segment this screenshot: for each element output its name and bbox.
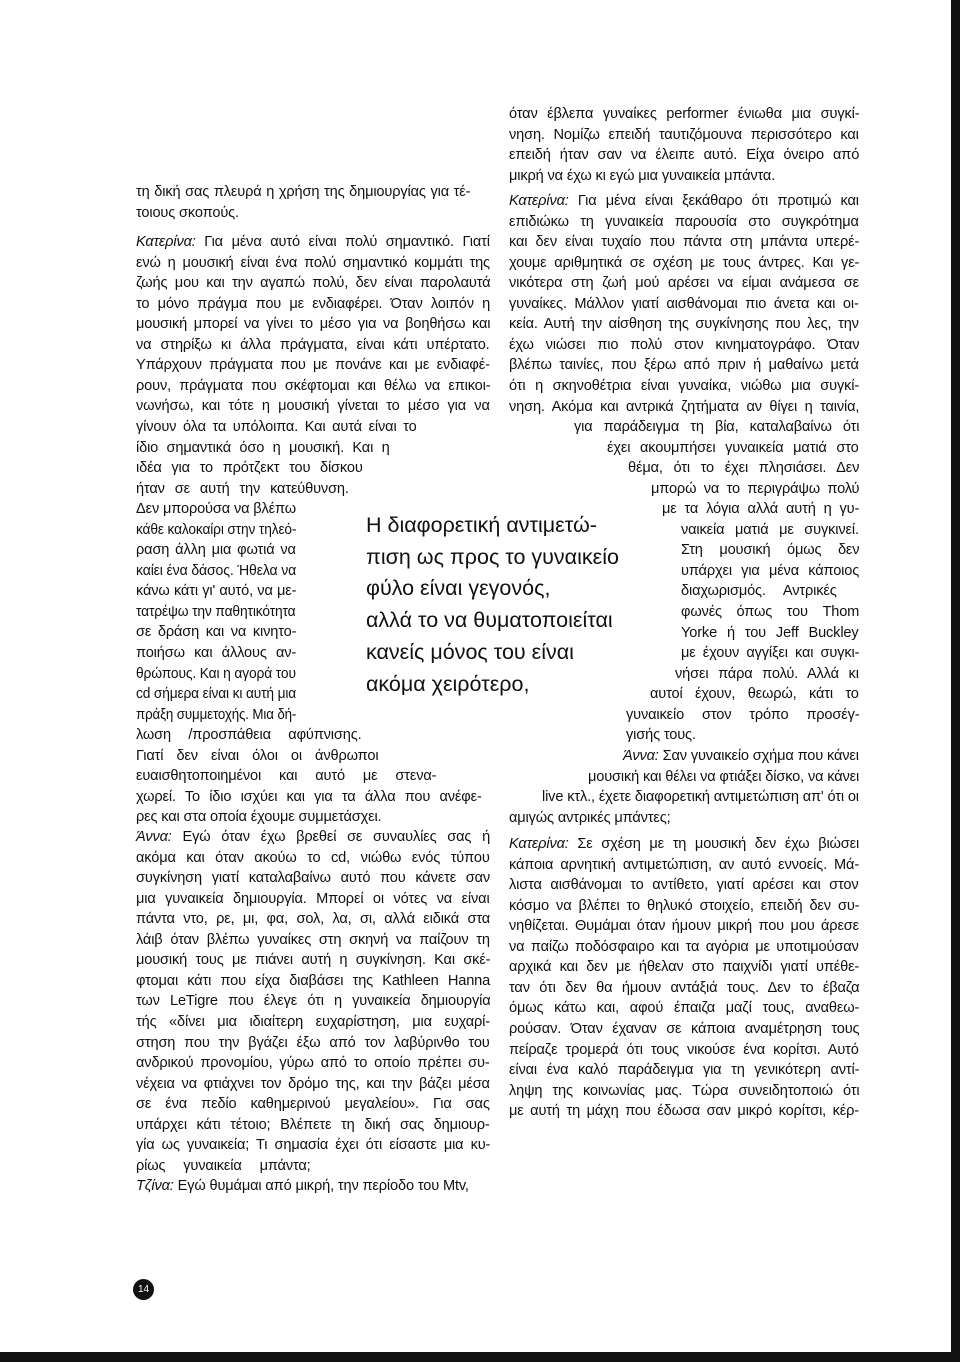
text-line	[136, 1135, 490, 1156]
line-text: πείραζε τρομερά ότι τους νικούσε ένα κορίτσι. Αυτό	[509, 1041, 859, 1058]
line-text: χουμε αριθμητικά σε σχέση με τους άντρες. Και γε-	[509, 254, 860, 271]
line-text: θρώπους. Και η αγορά του	[136, 665, 296, 682]
line-text: ήταν σε αυτή την κατεύθυνση.	[136, 480, 349, 497]
line-text: Σαν γυναικείο σχήμα που κάνει	[658, 748, 859, 764]
text-line	[136, 705, 296, 726]
line-text: υπάρχει κάτι τέτοιο; Βλέπετε τη δική σας δημιουρ-	[136, 1116, 490, 1133]
line-text: ραση άλλη μια φωτιά να	[136, 542, 296, 559]
line-text: Yorke ή του Jeff Buckley	[681, 624, 859, 641]
pull-quote-line: αλλά το να θυματοποιείται	[366, 608, 613, 633]
text-line	[626, 705, 859, 726]
text-line	[509, 1040, 859, 1061]
text-line	[136, 664, 296, 685]
line-text: μουσική και θέλει να φτιάξει δίσκο, να κάνει	[588, 768, 860, 785]
text-line	[136, 971, 490, 992]
text-line	[136, 540, 296, 561]
text-line	[509, 294, 859, 315]
line-text: ευαισθητοποιημένοι και αυτό με στενα-	[136, 768, 437, 785]
line-text: κεία. Αυτή την αίσθηση της συγκίνησης που λες, την	[509, 316, 859, 333]
text-line	[681, 602, 859, 623]
page-number: 14	[133, 1279, 154, 1300]
line-text: ότι η σκηνοθέτρια είναι γυναίκα, νιώθω μια συγκί-	[509, 377, 860, 394]
bottom-edge-bar	[0, 1352, 960, 1362]
text-line	[136, 848, 490, 869]
text-line	[136, 787, 482, 808]
text-line	[628, 458, 859, 479]
pull-quote-line: πιση ως προς το γυναικείο	[366, 544, 619, 569]
text-line	[136, 725, 362, 746]
speaker-name: Κατερίνα:	[136, 234, 196, 250]
text-line	[509, 957, 859, 978]
line-text: μικρή να έχω κι εγώ μια γυναικεία μπάντα.	[509, 167, 776, 184]
line-text: ανδρικού προνομίου, γύρω από το οποίο πρέπει συ-	[136, 1055, 490, 1072]
line-text: επειδή ήταν σαν να έλειπε αυτό. Είχα όνειρο από	[509, 147, 860, 164]
text-line	[623, 746, 859, 767]
speaker-name: Άννα:	[623, 748, 659, 764]
line-text: νωνήσω, και τότε η μουσική γίνεται το μέσο για να	[136, 398, 490, 415]
text-line	[136, 520, 296, 541]
line-text: συγκίνηση γιατί καταλαβαίνω αυτό που κάνετε σαν	[136, 870, 491, 887]
line-text: έχω νιώσει πιο πολύ στον κινηματογράφο. Όταν	[509, 336, 860, 353]
text-line	[509, 937, 859, 958]
line-text: ζωής μου και την αγαπώ πολύ, δεν είναι παρολαυτά	[136, 275, 491, 292]
line-text: λιστα αισθάνομαι το αντίθετο, γιατί αρέσει και στον	[509, 877, 859, 894]
text-line	[136, 376, 490, 397]
line-text: μουσική τους με πιάνει αυτή η συγκίνηση. Και σκέ-	[136, 952, 491, 969]
line-text: τής «δίνει μια ιδιαίτερη ευχαρίστηση, μια ευχαρί-	[136, 1013, 490, 1030]
line-text: θέμα, ότι το έχει πλησιάσει. Δεν	[628, 460, 860, 477]
text-line	[136, 1156, 311, 1177]
line-text: διαχωρισμός. Αντρικές	[681, 583, 837, 600]
text-line	[136, 396, 490, 417]
speaker-name: Κατερίνα:	[509, 836, 569, 852]
text-line	[681, 540, 859, 561]
text-line	[509, 1019, 859, 1040]
text-line	[136, 458, 363, 479]
speaker-name: Τζίνα:	[136, 1178, 174, 1195]
text-line	[681, 643, 859, 664]
text-line	[509, 376, 859, 397]
pull-quote-line: κανείς μόνος του είναι	[366, 639, 574, 664]
speaker-name: Άννα:	[136, 829, 172, 845]
text-line	[509, 1101, 859, 1122]
line-text: κάποια αρνητική αντιμετώπιση, αν αυτό εννοείς. Μά-	[509, 856, 860, 873]
right-edge-bar	[951, 0, 960, 1362]
text-line	[136, 438, 390, 459]
text-line	[509, 104, 859, 125]
text-line	[136, 182, 470, 203]
line-text: με τα λόγια αλλά αυτή η γυ-	[662, 501, 860, 518]
text-line	[607, 438, 859, 459]
text-line	[509, 1060, 859, 1081]
text-line	[136, 868, 490, 889]
text-line	[509, 335, 859, 356]
pull-quote-line: φύλο είναι γεγονός,	[366, 576, 551, 601]
text-line	[136, 1176, 469, 1197]
line-text: νηθίζεται. Θυμάμαι όταν ήμουν μικρή που μου άρεσε	[509, 918, 860, 935]
text-line	[626, 725, 696, 746]
text-line	[136, 622, 296, 643]
text-line	[509, 191, 859, 212]
line-text: φτομαι κάτι που είχα διαβάσει της Kathleen Hanna	[136, 972, 491, 989]
text-line	[136, 746, 378, 767]
line-text: Σε σχέση με τη μουσική δεν έχω βιώσει	[568, 836, 860, 852]
pull-quote	[366, 510, 619, 700]
line-text: μπορώ να το περιγράψω πολύ	[651, 480, 860, 497]
text-line	[136, 479, 349, 500]
line-text: είναι ένα καλό παράδειγμα για τη γενικότερη αντί-	[509, 1062, 860, 1079]
line-text: χωρεί. Το ίδιο ισχύει και για τα άλλα που ανέφε-	[136, 788, 482, 805]
text-line	[509, 166, 775, 187]
text-line	[136, 991, 490, 1012]
line-text: γία ως γυναικεία; Τι σημασία έχει ότι είσαστε μια κυ-	[136, 1137, 491, 1154]
line-text: cd σήμερα είναι κι αυτή μια	[136, 686, 297, 703]
line-text: γυναίκες. Μάλλον γιατί αισθάνομαι πιο άνετα και οι-	[509, 295, 859, 312]
line-text: κάνω κάτι γι' αυτό, να με-	[136, 583, 297, 600]
text-line	[509, 253, 859, 274]
pull-quote-line: Η διαφορετική αντιμετώ-	[366, 513, 597, 537]
text-line	[136, 294, 490, 315]
text-line	[675, 664, 859, 685]
text-line	[136, 253, 490, 274]
text-line	[509, 834, 859, 855]
line-text: ενώ η μουσική είναι ένα πολύ σημαντικό κομμάτι της	[136, 254, 490, 271]
line-text: live κτλ., έχετε διαφορετική αντιμετώπιση απ' ότι οι	[542, 789, 859, 806]
line-text: αμιγώς αντρικές μπάντες;	[509, 809, 671, 826]
text-line	[136, 314, 490, 335]
text-line	[136, 889, 490, 910]
text-line	[681, 520, 859, 541]
line-text: Στη μουσική όμως δεν	[681, 542, 860, 559]
line-text: ναικεία ματιά με συγκινεί.	[681, 521, 859, 538]
line-text: Για μένα είναι ξεκάθαρο ότι προτιμώ και	[568, 193, 859, 209]
text-line	[509, 314, 859, 335]
line-text: κάθε καλοκαίρι στην τηλεό-	[136, 521, 297, 538]
line-text: Δεν μπορούσα να βλέπω	[136, 501, 296, 518]
line-text: υπάρχει για μένα κάποιος	[681, 562, 860, 579]
line-text: στηση που την βγάζει έξω από τον λαβύρινθο του	[136, 1034, 490, 1051]
text-line	[509, 125, 859, 146]
text-line	[136, 1074, 490, 1095]
text-line	[136, 807, 382, 828]
text-line	[136, 273, 490, 294]
line-text: Εγώ όταν έχω βρεθεί σε συναυλίες σας ή	[171, 829, 491, 845]
text-line	[509, 232, 859, 253]
text-line	[136, 355, 490, 376]
pull-quote-line: ακόμα χειρότερο,	[366, 671, 530, 696]
line-text: μουσική μπορεί να γίνει το μέσο για να βοηθήσω και	[136, 316, 491, 333]
line-text: κόσμο να βλέπει το θηλυκό στοιχείο, επειδή δεν συ-	[509, 897, 860, 914]
line-text: ρουν, πράγματα που σκέφτομαι και θέλω να επικοι-	[136, 377, 491, 394]
text-line	[509, 1081, 859, 1102]
line-text: γίνουν όλα τα υπόλοιπα. Και αυτά είναι το	[136, 418, 417, 435]
line-text: φωνές όπως του Thom	[681, 604, 860, 620]
text-line	[136, 1012, 490, 1033]
line-text: γυναικείο στον τρόπο προσέγ-	[626, 706, 860, 723]
line-text: Υπάρχουν πράγματα που με πονάνε και με ενδιαφέ-	[136, 357, 490, 374]
text-line	[136, 1115, 490, 1136]
text-line	[136, 203, 239, 224]
text-line	[136, 827, 490, 848]
line-text: να στηρίξω κι άλλα πράγματα, είναι κάτι υπέρτατο.	[136, 336, 490, 353]
text-line	[509, 212, 859, 233]
line-text: αρχικά και δεν με ήθελαν στο παιχνίδι γιατί υπέθε-	[509, 959, 860, 976]
line-text: να παίζω ποδόσφαιρο και τα αγόρια με υποτιμούσαν	[509, 938, 859, 955]
line-text: το μόνο πράγμα που με ενδιαφέρει. Όταν λοιπόν η	[136, 295, 491, 312]
line-text: ρίως γυναικεία μπάντα;	[136, 1157, 311, 1174]
line-text: και δεν είναι τυχαίο που πάντα στη μπάντα υπερέ-	[509, 234, 860, 251]
text-line	[509, 998, 859, 1019]
line-text: λωση /προσπάθεια αφύπνισης.	[136, 727, 362, 744]
text-line	[509, 808, 671, 829]
text-line	[136, 335, 490, 356]
text-line	[136, 1053, 490, 1074]
text-line	[136, 417, 417, 438]
text-line	[136, 581, 296, 602]
line-text: ληψη της κοινωνίας μας. Τώρα συνειδητοποιώ ότι	[509, 1082, 860, 1099]
line-text: ακόμα και όταν ακούω το cd, νιώθω ενός τύπου	[136, 849, 490, 866]
line-text: Εγώ θυμάμαι από μικρή, την περίοδο του Mtv,	[173, 1178, 469, 1195]
line-text: τη δική σας πλευρά η χρήση της δημιουργίας για τέ-	[136, 184, 471, 200]
text-line	[136, 499, 296, 520]
text-line	[136, 930, 490, 951]
text-line	[681, 561, 859, 582]
line-text: νήσει πάρα πολύ. Αλλά κι	[675, 665, 859, 682]
line-text: με αυτή τη μάχη που έδωσα σαν μικρό κορίτσι, κέρ-	[509, 1103, 859, 1120]
text-line	[509, 978, 859, 999]
line-text: ίδιο σημαντικά όσο η μουσική. Και η	[136, 439, 390, 456]
text-line	[509, 855, 859, 876]
text-line	[136, 684, 296, 705]
line-text: όταν έβλεπα γυναίκες performer ένιωθα μια συγκί-	[509, 106, 860, 122]
text-line	[136, 602, 296, 623]
text-line	[509, 397, 859, 418]
text-line	[509, 896, 859, 917]
line-text: βλέπω ταινίες, που ξέρω από πριν ή μαθαίνω μετά	[509, 357, 859, 374]
text-line	[509, 875, 859, 896]
text-line	[136, 766, 436, 787]
text-line	[681, 581, 837, 602]
line-text: των LeTigre που έλεγε ότι η γυναικεία δημιουργία	[136, 993, 491, 1010]
text-line	[136, 1033, 490, 1054]
line-text: για παράδειγμα τη βία, καταλαβαίνω ότι	[574, 419, 860, 436]
text-line	[542, 787, 859, 808]
text-line	[509, 355, 859, 376]
line-text: όμως κάτω και, αφού έπαιζα μαζί τους, αναθεω-	[509, 1000, 860, 1017]
text-line	[651, 479, 859, 500]
line-text: έχει ακουμπήσει γυναικεία ματιά στο	[607, 439, 859, 456]
text-line	[574, 417, 859, 438]
line-text: μια γυναικεία δημιουργία. Μπορεί οι νότες να είναι	[136, 890, 490, 907]
text-line	[509, 273, 859, 294]
line-text: με έχουν αγγίξει και συγκι-	[681, 645, 860, 662]
line-text: πράξη συμμετοχής. Μια δή-	[136, 706, 297, 723]
line-text: καίει ένα δάσος. Ήθελα να	[136, 562, 297, 579]
line-text: επιδιώκω τη γυναικεία παρουσία στο συγκρότημα	[509, 213, 859, 230]
text-line	[136, 643, 296, 664]
line-text: νικότερα στη ζωή μού αρέσει να είμαι ανάμεσα σε	[509, 275, 859, 292]
text-line	[588, 767, 859, 788]
text-line	[136, 1094, 490, 1115]
line-text: ιδέα για το πρότζεκτ του δίσκου	[136, 460, 363, 477]
line-text: ρες και στα οποία έχουμε συμμετάσχει.	[136, 809, 382, 826]
line-text: σε δράση και να κινητο-	[136, 624, 297, 641]
line-text: νηση. Νομίζω επειδή ταυτιζόμουνα περισσότερο και	[509, 126, 859, 143]
line-text: Για μένα αυτό είναι πολύ σημαντικό. Γιατί	[195, 234, 490, 250]
line-text: νηση. Ακόμα και αντρικά ζητήματα αν θίγει η ταινία,	[509, 398, 860, 415]
line-text: ποιήσω και άλλους αν-	[136, 645, 297, 661]
text-line	[650, 684, 859, 705]
text-line	[136, 909, 490, 930]
text-line	[509, 916, 859, 937]
line-text: τατρέψω την παθητικότητα	[136, 603, 296, 620]
line-text: ρούσαν. Όταν έχαναν σε κάποια αναμέτρηση τους	[509, 1020, 860, 1037]
text-line	[662, 499, 859, 520]
text-line	[136, 232, 490, 253]
text-line	[681, 623, 859, 644]
speaker-name: Κατερίνα:	[509, 193, 569, 209]
text-line	[509, 145, 859, 166]
line-text: αυτοί έχουν, θεωρώ, κάτι το	[650, 686, 859, 703]
line-text: γισής τους.	[626, 727, 696, 744]
line-text: λάιβ όταν βλέπω γυναίκες στη σκηνή να παίζουν τη	[136, 931, 490, 948]
text-line	[136, 950, 490, 971]
line-text: νέχεια να φτιάχνει τον δρόμο της, και την βάζει μέσα	[136, 1075, 490, 1092]
line-text: ταν ότι δεν θα ήμουν αντάξιά τους. Δεν το έβαζα	[509, 979, 860, 996]
text-line	[136, 561, 296, 582]
line-text: σε ένα πεδίο καθημερινού μεγαλείου». Για σας	[136, 1096, 490, 1113]
line-text: πάντα ντο, ρε, μι, φα, σολ, λα, σι, αλλά ειδικά στα	[136, 911, 491, 928]
line-text: τοιους σκοπούς.	[136, 204, 239, 221]
line-text: Γιατί δεν είναι όλοι οι άνθρωποι	[136, 747, 379, 764]
